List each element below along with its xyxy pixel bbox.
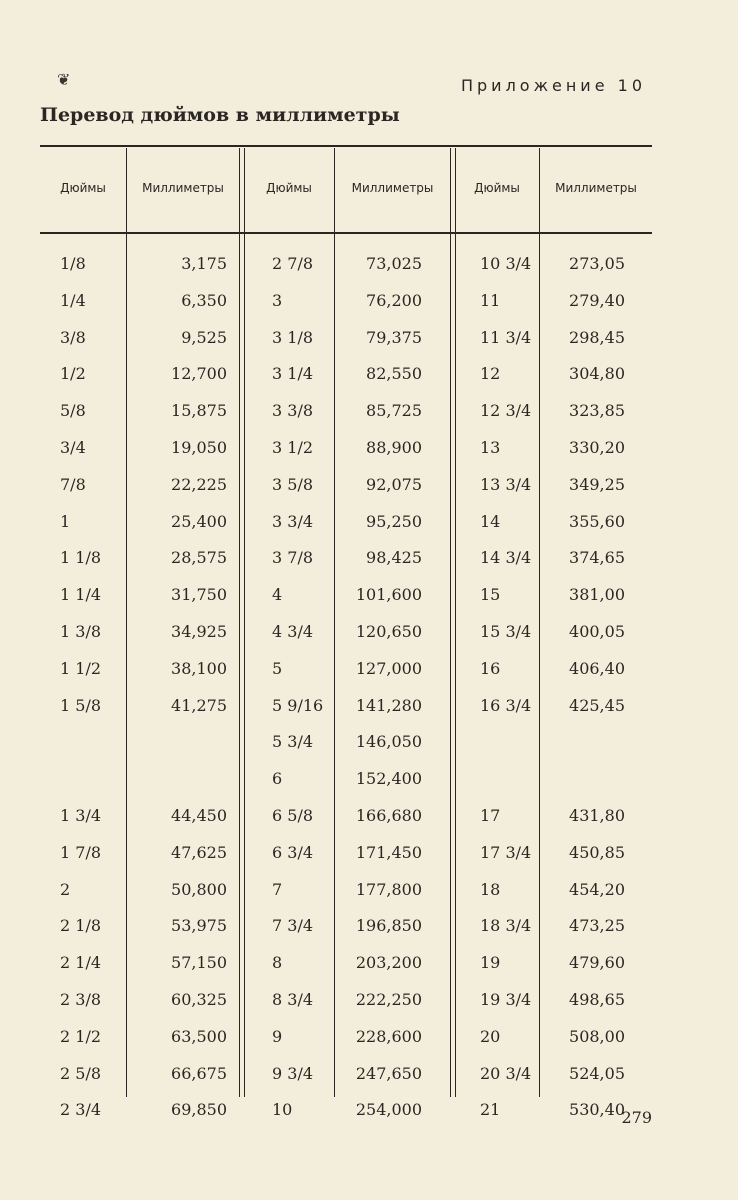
- table-row: [40, 726, 652, 763]
- millimeters-cell: 50,800: [171, 879, 227, 899]
- millimeters-cell: 304,80: [569, 364, 625, 384]
- column-header-millimeters: Миллиметры: [142, 181, 224, 195]
- millimeters-cell: 196,850: [355, 916, 422, 936]
- millimeters-cell: 73,025: [366, 254, 422, 273]
- millimeters-cell: 273,05: [569, 254, 625, 273]
- millimeters-cell: 228,600: [355, 1026, 422, 1046]
- millimeters-cell: 171,450: [355, 842, 422, 862]
- table-row: [40, 506, 652, 543]
- millimeters-cell: 431,80: [569, 805, 625, 825]
- millimeters-cell: 19,050: [171, 437, 227, 457]
- inches-cell: 4 3/4: [272, 621, 314, 641]
- inches-cell: 12 3/4: [480, 401, 532, 421]
- table-row: [40, 542, 652, 579]
- inches-cell: 2 1/2: [60, 1026, 102, 1046]
- millimeters-cell: 53,975: [171, 916, 227, 936]
- table-row: [40, 1058, 652, 1095]
- millimeters-cell: 25,400: [171, 511, 227, 531]
- millimeters-cell: 323,85: [569, 401, 625, 421]
- inches-cell: 19 3/4: [480, 989, 532, 1009]
- ornament-mark: ❦: [57, 70, 71, 89]
- millimeters-cell: 66,675: [171, 1063, 227, 1083]
- inches-cell: 1/2: [60, 364, 86, 384]
- inches-cell: 15 3/4: [480, 621, 532, 641]
- inches-cell: 3/4: [60, 437, 86, 457]
- millimeters-cell: 63,500: [171, 1026, 227, 1046]
- inches-cell: 3 1/4: [272, 364, 314, 384]
- millimeters-cell: 92,075: [366, 474, 422, 494]
- inches-cell: 3 1/8: [272, 327, 314, 347]
- millimeters-cell: 47,625: [171, 842, 227, 862]
- inches-cell: 1 1/8: [60, 548, 102, 568]
- inches-cell: 2 1/4: [60, 953, 102, 973]
- millimeters-cell: 12,700: [171, 364, 227, 384]
- inches-cell: 13 3/4: [480, 474, 532, 494]
- millimeters-cell: 374,65: [569, 548, 625, 568]
- millimeters-cell: 28,575: [171, 548, 227, 568]
- millimeters-cell: 298,45: [569, 327, 625, 347]
- inches-cell: 6 5/8: [272, 805, 314, 825]
- millimeters-cell: 31,750: [171, 585, 227, 605]
- inches-cell: 20 3/4: [480, 1063, 532, 1083]
- column-header-inches: Дюймы: [60, 181, 106, 195]
- millimeters-cell: 406,40: [569, 658, 625, 678]
- inches-cell: 2 7/8: [272, 254, 314, 273]
- inches-cell: 3 3/8: [272, 401, 314, 421]
- table-body: [40, 248, 652, 1131]
- millimeters-cell: 127,000: [355, 658, 422, 678]
- inches-cell: 7 3/4: [272, 916, 314, 936]
- inches-cell: 1 3/8: [60, 621, 102, 641]
- appendix-label: Приложение 10: [460, 76, 646, 95]
- inches-cell: 15: [480, 585, 501, 605]
- inches-cell: 1 1/4: [60, 585, 102, 605]
- inches-cell: 2: [60, 879, 71, 899]
- table-header-rule: [40, 232, 652, 234]
- inches-cell: 3 3/4: [272, 511, 314, 531]
- column-header-millimeters: Миллиметры: [351, 181, 434, 195]
- inches-cell: 5/8: [60, 401, 86, 421]
- table-row: [40, 469, 652, 506]
- millimeters-cell: 79,375: [366, 327, 422, 347]
- millimeters-cell: 152,400: [355, 769, 422, 789]
- inches-cell: 10: [272, 1100, 293, 1120]
- inches-cell: 6: [272, 769, 283, 789]
- millimeters-cell: 349,25: [569, 474, 625, 494]
- inches-cell: 3 5/8: [272, 474, 314, 494]
- millimeters-cell: 473,25: [569, 916, 625, 936]
- inches-cell: 13: [480, 437, 501, 457]
- millimeters-cell: 95,250: [366, 511, 422, 531]
- inches-cell: 16 3/4: [480, 695, 532, 715]
- inches-cell: 21: [480, 1100, 501, 1120]
- millimeters-cell: 146,050: [355, 732, 422, 752]
- inches-cell: 3/8: [60, 327, 86, 347]
- table-row: [40, 248, 652, 285]
- inches-cell: 3 1/2: [272, 437, 314, 457]
- inches-cell: 2 3/4: [60, 1100, 102, 1120]
- millimeters-cell: 141,280: [355, 695, 422, 715]
- table-row: [40, 358, 652, 395]
- inches-cell: 8 3/4: [272, 989, 314, 1009]
- table-row: [40, 837, 652, 874]
- inches-cell: 5 3/4: [272, 732, 314, 752]
- table-top-rule: [40, 145, 652, 147]
- millimeters-cell: 3,175: [181, 254, 227, 273]
- inches-cell: 8: [272, 953, 283, 973]
- millimeters-cell: 330,20: [569, 437, 625, 457]
- table-row: [40, 874, 652, 911]
- millimeters-cell: 88,900: [366, 437, 422, 457]
- millimeters-cell: 524,05: [569, 1063, 625, 1083]
- millimeters-cell: 34,925: [171, 621, 227, 641]
- inches-cell: 7: [272, 879, 283, 899]
- table-row: [40, 1094, 652, 1131]
- conversion-table: [40, 145, 652, 1120]
- millimeters-cell: 60,325: [171, 989, 227, 1009]
- millimeters-cell: 177,800: [355, 879, 422, 899]
- millimeters-cell: 85,725: [366, 401, 422, 421]
- inches-cell: 2 5/8: [60, 1063, 102, 1083]
- millimeters-cell: 222,250: [355, 989, 422, 1009]
- table-row: [40, 800, 652, 837]
- millimeters-cell: 498,65: [569, 989, 625, 1009]
- millimeters-cell: 400,05: [569, 621, 625, 641]
- inches-cell: 1/4: [60, 290, 86, 310]
- inches-cell: 18: [480, 879, 501, 899]
- millimeters-cell: 82,550: [366, 364, 422, 384]
- inches-cell: 1 5/8: [60, 695, 102, 715]
- column-header-millimeters: Миллиметры: [555, 181, 637, 195]
- inches-cell: 11 3/4: [480, 327, 532, 347]
- millimeters-cell: 9,525: [181, 327, 227, 347]
- inches-cell: 9 3/4: [272, 1063, 314, 1083]
- column-header-inches: Дюймы: [474, 181, 520, 195]
- inches-cell: 17 3/4: [480, 842, 532, 862]
- table-row: [40, 285, 652, 322]
- inches-cell: 17: [480, 805, 501, 825]
- inches-cell: 20: [480, 1026, 501, 1046]
- millimeters-cell: 120,650: [355, 621, 422, 641]
- inches-cell: 2 3/8: [60, 989, 102, 1009]
- table-row: [40, 653, 652, 690]
- inches-cell: 3 7/8: [272, 548, 314, 568]
- millimeters-cell: 76,200: [366, 290, 422, 310]
- table-row: [40, 763, 652, 800]
- table-row: [40, 690, 652, 727]
- millimeters-cell: 425,45: [569, 695, 625, 715]
- table-row: [40, 322, 652, 359]
- millimeters-cell: 44,450: [171, 805, 227, 825]
- millimeters-cell: 254,000: [355, 1100, 422, 1120]
- inches-cell: 5 9/16: [272, 695, 324, 715]
- millimeters-cell: 279,40: [569, 290, 625, 310]
- inches-cell: 11: [480, 290, 501, 310]
- inches-cell: 7/8: [60, 474, 86, 494]
- millimeters-cell: 41,275: [171, 695, 227, 715]
- inches-cell: 2 1/8: [60, 916, 102, 936]
- page-title: Перевод дюймов в миллиметры: [40, 104, 400, 126]
- table-row: [40, 579, 652, 616]
- inches-cell: 16: [480, 658, 501, 678]
- inches-cell: 12: [480, 364, 501, 384]
- inches-cell: 5: [272, 658, 283, 678]
- millimeters-cell: 247,650: [355, 1063, 422, 1083]
- millimeters-cell: 355,60: [569, 511, 625, 531]
- inches-cell: 14: [480, 511, 501, 531]
- inches-cell: 18 3/4: [480, 916, 532, 936]
- millimeters-cell: 101,600: [355, 585, 422, 605]
- inches-cell: 1/8: [60, 254, 86, 273]
- millimeters-cell: 22,225: [171, 474, 227, 494]
- table-row: [40, 910, 652, 947]
- inches-cell: 1 1/2: [60, 658, 102, 678]
- inches-cell: 1: [60, 511, 71, 531]
- millimeters-cell: 98,425: [366, 548, 422, 568]
- inches-cell: 6 3/4: [272, 842, 314, 862]
- table-row: [40, 947, 652, 984]
- table-row: [40, 616, 652, 653]
- millimeters-cell: 203,200: [355, 953, 422, 973]
- millimeters-cell: 15,875: [171, 401, 227, 421]
- page-number: 279: [621, 1108, 652, 1127]
- table-row: [40, 395, 652, 432]
- millimeters-cell: 508,00: [569, 1026, 625, 1046]
- millimeters-cell: 450,85: [569, 842, 625, 862]
- millimeters-cell: 454,20: [569, 879, 625, 899]
- millimeters-cell: 57,150: [171, 953, 227, 973]
- inches-cell: 4: [272, 585, 283, 605]
- inches-cell: 1 7/8: [60, 842, 102, 862]
- inches-cell: 14 3/4: [480, 548, 532, 568]
- table-row: [40, 1021, 652, 1058]
- millimeters-cell: 530,40: [569, 1100, 625, 1120]
- millimeters-cell: 6,350: [181, 290, 227, 310]
- millimeters-cell: 166,680: [355, 805, 422, 825]
- inches-cell: 1 3/4: [60, 805, 102, 825]
- table-row: [40, 432, 652, 469]
- inches-cell: 10 3/4: [480, 254, 532, 273]
- column-header-inches: Дюймы: [266, 181, 312, 195]
- millimeters-cell: 479,60: [569, 953, 625, 973]
- inches-cell: 3: [272, 290, 283, 310]
- millimeters-cell: 381,00: [569, 585, 625, 605]
- millimeters-cell: 69,850: [171, 1100, 227, 1120]
- inches-cell: 19: [480, 953, 501, 973]
- inches-cell: 9: [272, 1026, 283, 1046]
- table-row: [40, 984, 652, 1021]
- millimeters-cell: 38,100: [171, 658, 227, 678]
